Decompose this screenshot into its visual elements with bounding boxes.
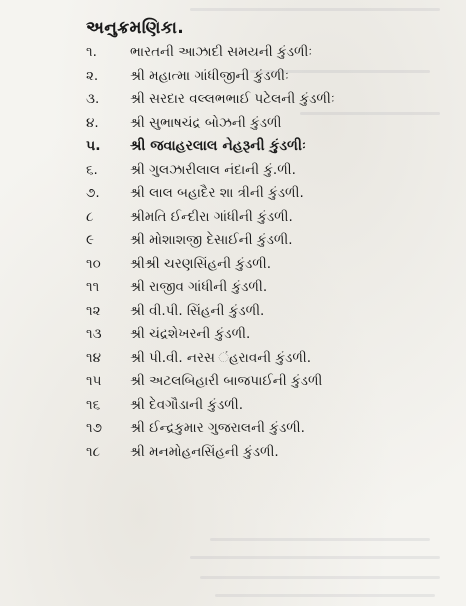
entry-title: શ્રી ઈન્દ્રકુમાર ગુજરાલની કુંડળી.	[130, 420, 305, 436]
toc-entry	[80, 420, 450, 444]
entry-number: ૧૨	[86, 302, 101, 319]
entry-title: શ્રી ચંદ્રશેખરની કુંડળી.	[130, 326, 251, 342]
show-through-line	[200, 576, 440, 579]
entry-number: ૫.	[86, 138, 101, 154]
entry-title: શ્રી વી.પી. સિંહની કુંડળી.	[130, 302, 265, 319]
entry-title: શ્રી મહાત્મા ગાંધીજીની કુંડળીઃ	[130, 67, 289, 84]
entry-title: શ્રીશ્રી ચરણસિંહની કુંડળી.	[130, 255, 271, 272]
entry-number: ૧૭	[86, 420, 102, 436]
entry-title: ભારતની આઝાદી સમયની કુંડળીઃ	[130, 44, 313, 60]
show-through-line	[190, 8, 440, 11]
toc-entry	[80, 350, 450, 374]
entry-title: શ્રી લાલ બહાદૈર શા ત્રીની કુંડળી.	[130, 185, 304, 201]
toc-entry	[80, 68, 450, 92]
toc-entry	[80, 373, 450, 397]
toc-entry	[80, 444, 450, 468]
entry-title: શ્રી રાજીવ ગાંધીની કુંડળી.	[130, 279, 268, 295]
toc-entry	[80, 138, 450, 162]
toc-heading: અનુક્રમણિકા.	[86, 18, 184, 38]
entry-number: ૪.	[86, 114, 99, 131]
toc-entry	[80, 185, 450, 209]
entry-title: શ્રી અટલબિહારી બાજપાઈની કુંડળી	[130, 373, 323, 389]
toc-entry	[80, 209, 450, 233]
toc-entry	[80, 162, 450, 186]
entry-title: શ્રી સુભાષચંદ્ર બોઝની કુંડળી	[130, 114, 282, 131]
entry-number: ૭.	[86, 185, 100, 201]
entry-number: ૧૦	[86, 255, 101, 272]
entry-number: ૧.	[86, 44, 97, 60]
entry-title: શ્રી પી.વી. નરસ ંહરાવની કુંડળી.	[130, 349, 312, 366]
toc-entry	[80, 279, 450, 303]
toc-entry	[80, 397, 450, 421]
toc-list	[80, 44, 450, 467]
entry-title: શ્રી મોશાશજી દેસાઈની કુંડળી.	[130, 232, 293, 248]
entry-number: ૬.	[86, 161, 98, 178]
toc-entry	[80, 256, 450, 280]
entry-title: શ્રી જવાહરલાલ નેહરૂની કુંડળીઃ	[130, 138, 306, 154]
entry-number: ૯	[86, 232, 94, 248]
entry-title: શ્રી મનમોહનસિંહની કુંડળી.	[130, 443, 279, 460]
toc-entry	[80, 326, 450, 350]
toc-entry	[80, 115, 450, 139]
toc-entry	[80, 44, 450, 68]
show-through-line	[210, 538, 430, 541]
entry-title: શ્રી દેવગૌડાની કુંડળી.	[130, 396, 243, 413]
toc-entry	[80, 91, 450, 115]
toc-entry	[80, 303, 450, 327]
entry-number: ૧૫	[86, 373, 102, 389]
entry-number: ૩.	[86, 91, 100, 107]
entry-title: શ્રી સરદાર વલ્લભભાઈ પટેલની કુંડળીઃ	[130, 91, 335, 107]
entry-title: શ્રીમતિ ઈન્દીરા ગાંધીની કુંડળી.	[130, 208, 293, 225]
entry-number: ૧૧	[86, 279, 100, 295]
entry-number: ૧૩	[86, 326, 102, 342]
toc-entry	[80, 232, 450, 256]
show-through-line	[215, 594, 435, 597]
entry-number: ૧૪	[86, 349, 101, 366]
entry-title: શ્રી ગુલઝારીલાલ નંદાની કું.ળી.	[130, 161, 296, 178]
show-through-line	[190, 556, 440, 559]
entry-number: ૮	[86, 208, 94, 225]
entry-number: ૧૮	[86, 443, 101, 460]
entry-number: ૧૬	[86, 396, 101, 413]
entry-number: ૨.	[86, 67, 99, 84]
